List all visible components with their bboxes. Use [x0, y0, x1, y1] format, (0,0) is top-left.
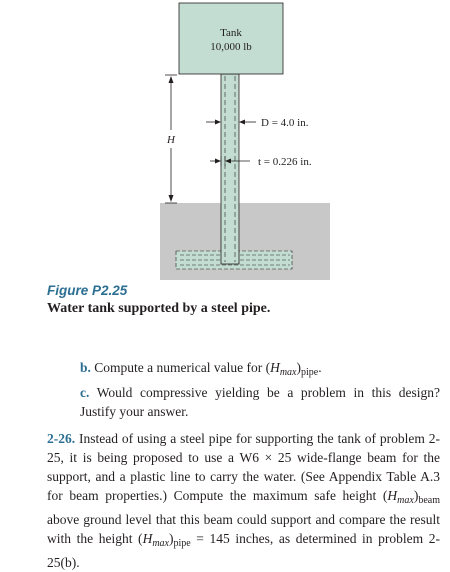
problem-2-26-sub1a: max — [397, 495, 414, 506]
part-c-label: c. — [80, 385, 90, 400]
diameter-label: D = 4.0 in. — [261, 117, 309, 129]
part-b-text: Compute a numerical value for ( — [94, 360, 271, 375]
part-b-var: H — [270, 360, 280, 375]
water-tank-figure — [0, 0, 450, 280]
part-b-sub2: pipe — [301, 367, 319, 378]
problem-2-26-var2: H — [142, 531, 153, 546]
problem-2-26-text1: Instead of using a steel pipe for supporting the tank of problem 2-25, it is being proposed to use a W6 × 25 wide-flange beam for the support, and a plastic line to carry the water. (See Appendix Table A.3 for beam properties.) Compute the maximum safe height ( — [47, 431, 440, 503]
part-b-label: b. — [80, 360, 91, 375]
problem-2-26-text3: = 145 inches, as determined in problem 2-25(b). — [47, 531, 440, 570]
tank-weight-label: 10,000 lb — [210, 41, 252, 53]
problem-2-26-paragraph: 2-26. Instead of using a steel pipe for supporting the tank of problem 2-25, it is being proposed to use a W6 × 25 wide-flange beam for the support, and a plastic line to carry the water. (See Appendix Table A.3 for beam properties.) Compute the maximum safe height $(H_{max})_{beam}$ above ground level that this beam could support and compare the result with the height $(H_{max})_{pipe} = 145$ inches, as determined in problem 2-25(b). — [47, 431, 440, 570]
problem-2-26-sub1b: beam — [418, 495, 440, 506]
tank-label: Tank — [220, 27, 242, 39]
figure-caption-description: Water tank supported by a steel pipe. — [47, 301, 271, 316]
figure-caption-title: Figure P2.25 — [47, 283, 128, 298]
part-c-text: Would compressive yielding be a problem in this design? Justify your answer. — [80, 385, 440, 419]
problem-2-26-var1: H — [387, 488, 398, 503]
problem-2-26-sub2a: max — [152, 538, 169, 549]
steel-pipe — [221, 74, 239, 264]
part-b-paragraph: b. Compute a numerical value for $(H_{max})_{pipe}$. — [80, 360, 322, 378]
part-b-sub1: max — [279, 367, 297, 378]
thickness-label: t = 0.226 in. — [258, 156, 312, 168]
problem-2-26-text2: above ground level that this beam could support and compare the result with the height ( — [47, 512, 440, 546]
part-b-end: . — [318, 360, 322, 375]
part-c-paragraph — [80, 383, 440, 421]
height-label: H — [167, 134, 175, 146]
problem-2-26-sub2b: pipe — [173, 538, 191, 549]
problem-2-26-number: 2-26. — [47, 431, 76, 446]
